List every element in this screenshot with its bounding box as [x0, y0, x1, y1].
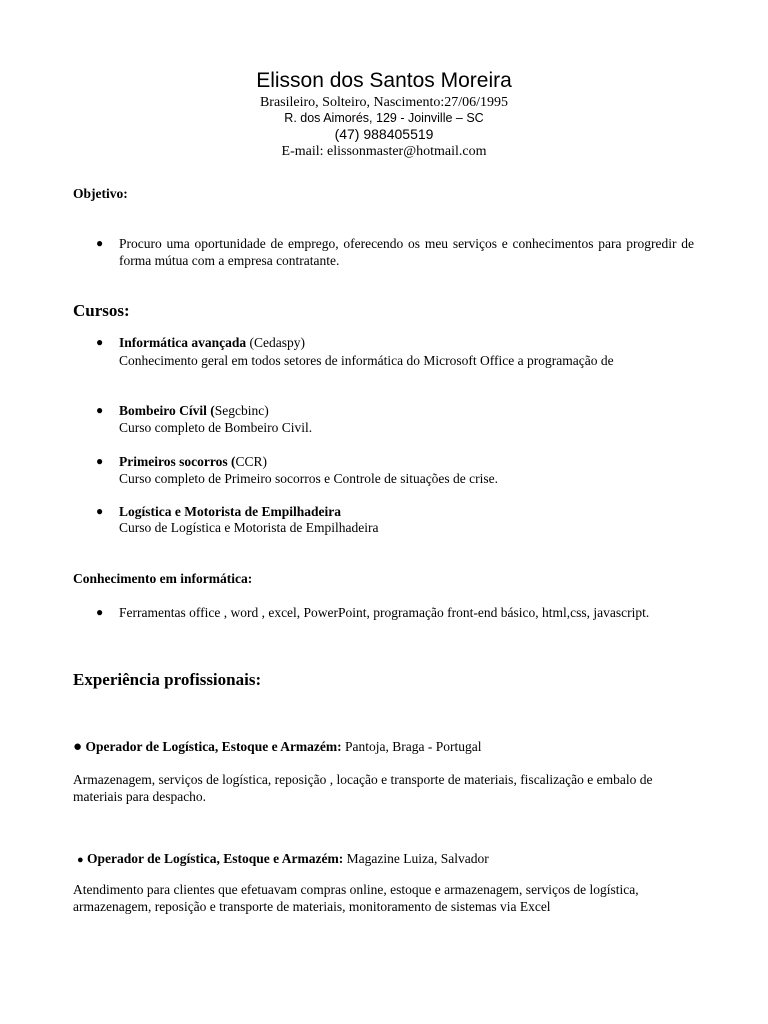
job-company: Pantoja, Braga - Portugal	[341, 739, 482, 754]
bullet-icon: ●	[96, 236, 104, 250]
course-item	[119, 402, 269, 419]
job-company: Magazine Luiza, Salvador	[343, 851, 489, 866]
it-knowledge-text: Ferramentas office , word , excel, PowerPoint, programação front-end básico, html,css, javascript.	[119, 605, 650, 620]
course-item	[119, 503, 341, 520]
bullet-icon: ●	[96, 454, 104, 468]
objective-heading: Objetivo:	[73, 186, 128, 201]
bullet-icon: ●	[96, 403, 104, 417]
bullet-icon: ●	[96, 605, 104, 619]
personal-details: Brasileiro, Solteiro, Nascimento:27/06/1995	[259, 95, 509, 110]
course-title: Primeiros socorros (	[119, 454, 236, 469]
course-title: Informática avançada	[119, 335, 247, 350]
course-provider: (Cedaspy)	[246, 335, 305, 350]
course-description: Conhecimento geral em todos setores de informática do Microsoft Office a programação de	[119, 353, 614, 368]
job-description: Armazenagem, serviços de logística, reposição , locação e transporte de materiais, fiscalização e embalo de materiais para despacho.	[73, 772, 653, 804]
course-item	[119, 334, 305, 351]
course-description: Curso de Logística e Motorista de Empilhadeira	[119, 520, 379, 535]
course-item	[119, 453, 267, 470]
course-provider: CCR)	[235, 454, 267, 469]
email: E-mail: elissonmaster@hotmail.com	[281, 144, 487, 159]
course-title: Bombeiro Cívil (	[119, 403, 215, 418]
phone: (47) 988405519	[334, 126, 434, 142]
bullet-icon: ●	[77, 854, 84, 866]
address: R. dos Aimorés, 129 - Joinville – SC	[284, 111, 484, 125]
bullet-icon: ●	[73, 739, 83, 755]
course-description: Curso completo de Primeiro socorros e Controle de situações de crise.	[119, 471, 499, 486]
job-description: Atendimento para clientes que efetuavam compras online, estoque e armazenagem, serviços de logística, armazenagem, reposição e transporte de materiais, monitoramento de sistemas via Excel	[73, 882, 639, 914]
objective-text: Procuro uma oportunidade de emprego, oferecendo os meu serviços e conhecimentos para progredir de forma mútua com a empresa contratante.	[119, 236, 694, 268]
experience-heading: Experiência profissionais:	[73, 670, 262, 689]
job-title-line	[77, 850, 489, 869]
course-provider: Segcbinc)	[214, 403, 269, 418]
it-knowledge-heading: Conhecimento em informática:	[73, 571, 253, 586]
bullet-icon: ●	[96, 504, 104, 518]
job-title: Operador de Logística, Estoque e Armazém:	[87, 851, 344, 866]
job-title-line	[73, 738, 482, 756]
course-title: Logística e Motorista de Empilhadeira	[119, 504, 341, 519]
courses-heading: Cursos:	[73, 301, 130, 320]
course-description: Curso completo de Bombeiro Civil.	[119, 420, 313, 435]
bullet-icon: ●	[96, 335, 104, 349]
candidate-name: Elisson dos Santos Moreira	[256, 69, 512, 92]
job-title: Operador de Logística, Estoque e Armazém:	[85, 739, 342, 754]
